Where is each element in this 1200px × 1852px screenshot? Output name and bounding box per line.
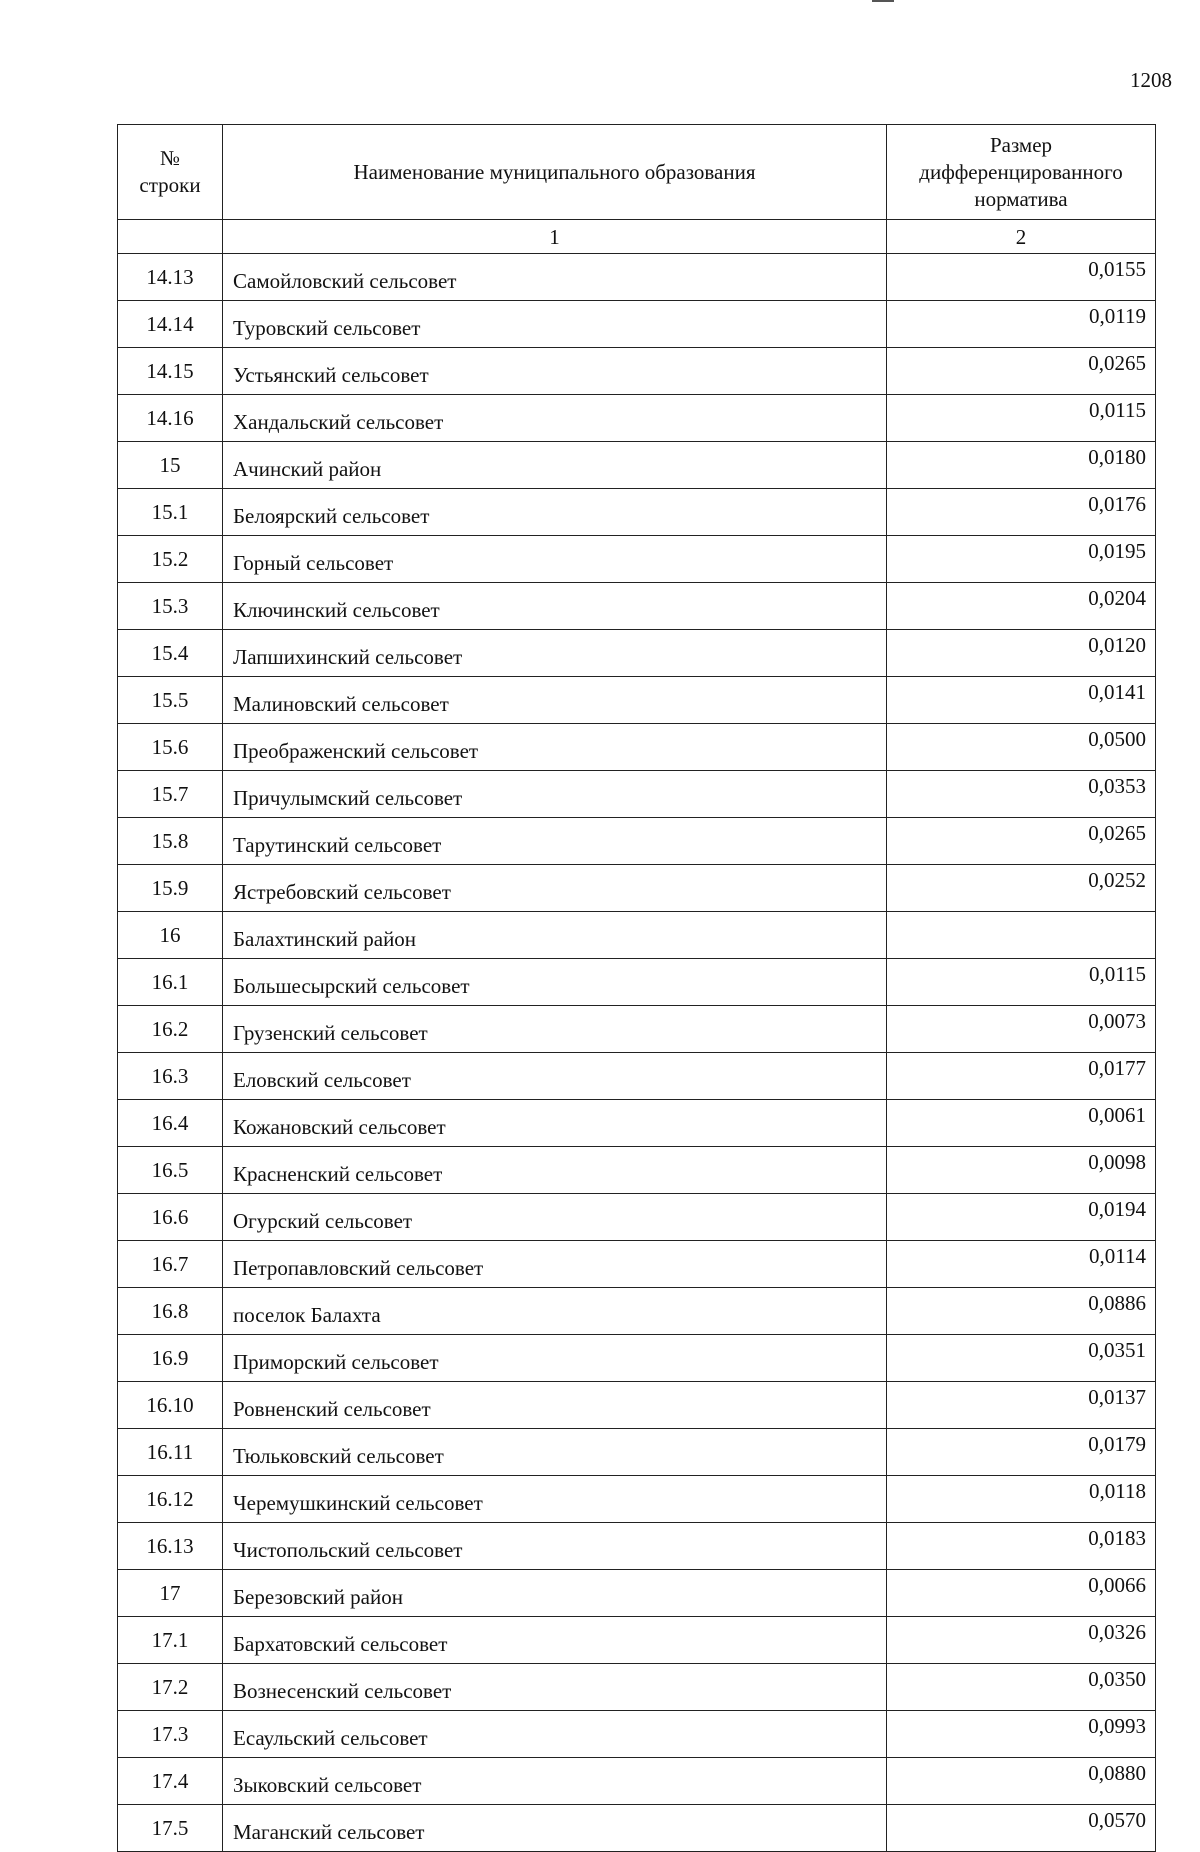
- table-row: [118, 583, 1156, 630]
- normative-value: 0,0351: [887, 1335, 1156, 1382]
- table-row: [118, 1382, 1156, 1429]
- row-number: 16.8: [118, 1288, 223, 1335]
- row-number: 15.6: [118, 724, 223, 771]
- table-row: [118, 1288, 1156, 1335]
- row-number: 17.2: [118, 1664, 223, 1711]
- row-number: 15.8: [118, 818, 223, 865]
- table-row: [118, 1429, 1156, 1476]
- row-number: 16.4: [118, 1100, 223, 1147]
- table-header-row: [118, 125, 1156, 220]
- normative-value: 0,0204: [887, 583, 1156, 630]
- normative-value: 0,0195: [887, 536, 1156, 583]
- column-index-value: 2: [887, 220, 1156, 254]
- municipality-name: Есаульский сельсовет: [223, 1711, 887, 1758]
- municipality-name: Еловский сельсовет: [223, 1053, 887, 1100]
- normative-value: 0,0120: [887, 630, 1156, 677]
- row-number: 16.1: [118, 959, 223, 1006]
- normative-value: 0,0265: [887, 348, 1156, 395]
- municipality-name: Грузенский сельсовет: [223, 1006, 887, 1053]
- row-number: 15.7: [118, 771, 223, 818]
- row-number: 14.14: [118, 301, 223, 348]
- table-row: [118, 489, 1156, 536]
- table-row: [118, 1194, 1156, 1241]
- municipality-name: Чистопольский сельсовет: [223, 1523, 887, 1570]
- row-number: 17.4: [118, 1758, 223, 1805]
- row-number: 15.4: [118, 630, 223, 677]
- row-number: 17: [118, 1570, 223, 1617]
- normative-value: 0,0098: [887, 1147, 1156, 1194]
- row-number: 16.12: [118, 1476, 223, 1523]
- normative-value: 0,0194: [887, 1194, 1156, 1241]
- municipality-name: Хандальский сельсовет: [223, 395, 887, 442]
- normative-value: 0,0353: [887, 771, 1156, 818]
- row-number: 14.15: [118, 348, 223, 395]
- normative-value: 0,0061: [887, 1100, 1156, 1147]
- row-number: 15.9: [118, 865, 223, 912]
- row-number: 16.7: [118, 1241, 223, 1288]
- municipality-name: Ровненский сельсовет: [223, 1382, 887, 1429]
- table-row: [118, 254, 1156, 301]
- normative-value: 0,0176: [887, 489, 1156, 536]
- normative-value: 0,0177: [887, 1053, 1156, 1100]
- municipality-name: поселок Балахта: [223, 1288, 887, 1335]
- municipality-name: Малиновский сельсовет: [223, 677, 887, 724]
- row-number: 15.1: [118, 489, 223, 536]
- municipality-name: Лапшихинский сельсовет: [223, 630, 887, 677]
- municipality-name: Зыковский сельсовет: [223, 1758, 887, 1805]
- table-row: [118, 818, 1156, 865]
- municipality-name: Огурский сельсовет: [223, 1194, 887, 1241]
- row-number: 17.3: [118, 1711, 223, 1758]
- row-number: 16: [118, 912, 223, 959]
- municipality-name: Ключинский сельсовет: [223, 583, 887, 630]
- row-number: 15.5: [118, 677, 223, 724]
- table-row: [118, 630, 1156, 677]
- normative-value: 0,0118: [887, 1476, 1156, 1523]
- municipality-name: Большесырский сельсовет: [223, 959, 887, 1006]
- normative-value: 0,0137: [887, 1382, 1156, 1429]
- table-row: [118, 771, 1156, 818]
- normative-value: 0,0183: [887, 1523, 1156, 1570]
- row-number: 16.6: [118, 1194, 223, 1241]
- row-number: 17.1: [118, 1617, 223, 1664]
- normative-value: 0,0155: [887, 254, 1156, 301]
- normative-value: 0,0252: [887, 865, 1156, 912]
- municipality-name: Бархатовский сельсовет: [223, 1617, 887, 1664]
- normative-value: [887, 912, 1156, 959]
- municipality-name: Белоярский сельсовет: [223, 489, 887, 536]
- normative-value: 0,0114: [887, 1241, 1156, 1288]
- table-row: [118, 1053, 1156, 1100]
- scan-artifact-mark: [872, 0, 894, 2]
- municipality-name: Туровский сельсовет: [223, 301, 887, 348]
- row-number: 15.3: [118, 583, 223, 630]
- table-row: [118, 301, 1156, 348]
- normative-table: [117, 124, 1156, 1852]
- municipality-name: Ястребовский сельсовет: [223, 865, 887, 912]
- table-row: [118, 1805, 1156, 1852]
- normative-value: 0,0180: [887, 442, 1156, 489]
- normative-value: 0,0265: [887, 818, 1156, 865]
- column-index-num: [118, 220, 223, 254]
- table-row: [118, 912, 1156, 959]
- municipality-name: Балахтинский район: [223, 912, 887, 959]
- row-number: 16.10: [118, 1382, 223, 1429]
- row-number: 16.3: [118, 1053, 223, 1100]
- municipality-name: Преображенский сельсовет: [223, 724, 887, 771]
- table-body: [118, 254, 1156, 1852]
- row-number: 16.9: [118, 1335, 223, 1382]
- municipality-name: Кожановский сельсовет: [223, 1100, 887, 1147]
- normative-value: 0,0993: [887, 1711, 1156, 1758]
- municipality-name: Березовский район: [223, 1570, 887, 1617]
- header-row-number: № строки: [118, 125, 223, 220]
- municipality-name: Тарутинский сельсовет: [223, 818, 887, 865]
- municipality-name: Горный сельсовет: [223, 536, 887, 583]
- normative-value: 0,0886: [887, 1288, 1156, 1335]
- table-row: [118, 1241, 1156, 1288]
- table-column-index-row: [118, 220, 1156, 254]
- municipality-name: Самойловский сельсовет: [223, 254, 887, 301]
- row-number: 16.11: [118, 1429, 223, 1476]
- table-row: [118, 865, 1156, 912]
- municipality-name: Устьянский сельсовет: [223, 348, 887, 395]
- normative-value: 0,0115: [887, 395, 1156, 442]
- table-row: [118, 959, 1156, 1006]
- table-row: [118, 348, 1156, 395]
- row-number: 14.13: [118, 254, 223, 301]
- municipality-name: Ачинский район: [223, 442, 887, 489]
- municipality-name: Маганский сельсовет: [223, 1805, 887, 1852]
- municipality-name: Петропавловский сельсовет: [223, 1241, 887, 1288]
- normative-value: 0,0066: [887, 1570, 1156, 1617]
- municipality-name: Вознесенский сельсовет: [223, 1664, 887, 1711]
- row-number: 16.5: [118, 1147, 223, 1194]
- page-number: 1208: [1130, 68, 1172, 92]
- table-row: [118, 724, 1156, 771]
- table-row: [118, 1664, 1156, 1711]
- normative-value: 0,0880: [887, 1758, 1156, 1805]
- header-normative-size: Размер дифференцированного норматива: [887, 125, 1156, 220]
- row-number: 17.5: [118, 1805, 223, 1852]
- normative-value: 0,0179: [887, 1429, 1156, 1476]
- column-index-name: 1: [223, 220, 887, 254]
- header-municipality-name: Наименование муниципального образования: [223, 125, 887, 220]
- row-number: 16.2: [118, 1006, 223, 1053]
- table-row: [118, 536, 1156, 583]
- municipality-name: Черемушкинский сельсовет: [223, 1476, 887, 1523]
- municipality-name: Красненский сельсовет: [223, 1147, 887, 1194]
- table-row: [118, 1100, 1156, 1147]
- normative-value: 0,0350: [887, 1664, 1156, 1711]
- municipality-name: Причулымский сельсовет: [223, 771, 887, 818]
- normative-value: 0,0570: [887, 1805, 1156, 1852]
- table-row: [118, 1758, 1156, 1805]
- table-row: [118, 442, 1156, 489]
- table-row: [118, 1335, 1156, 1382]
- table-row: [118, 677, 1156, 724]
- table-row: [118, 1617, 1156, 1664]
- normative-value: 0,0073: [887, 1006, 1156, 1053]
- normative-value: 0,0326: [887, 1617, 1156, 1664]
- table-row: [118, 1147, 1156, 1194]
- municipality-name: Приморский сельсовет: [223, 1335, 887, 1382]
- row-number: 15: [118, 442, 223, 489]
- normative-value: 0,0500: [887, 724, 1156, 771]
- normative-value: 0,0141: [887, 677, 1156, 724]
- row-number: 14.16: [118, 395, 223, 442]
- row-number: 16.13: [118, 1523, 223, 1570]
- table-row: [118, 1523, 1156, 1570]
- table-row: [118, 1711, 1156, 1758]
- municipality-name: Тюльковский сельсовет: [223, 1429, 887, 1476]
- normative-value: 0,0115: [887, 959, 1156, 1006]
- table-row: [118, 1006, 1156, 1053]
- table-row: [118, 1570, 1156, 1617]
- table-row: [118, 1476, 1156, 1523]
- row-number: 15.2: [118, 536, 223, 583]
- table-row: [118, 395, 1156, 442]
- normative-value: 0,0119: [887, 301, 1156, 348]
